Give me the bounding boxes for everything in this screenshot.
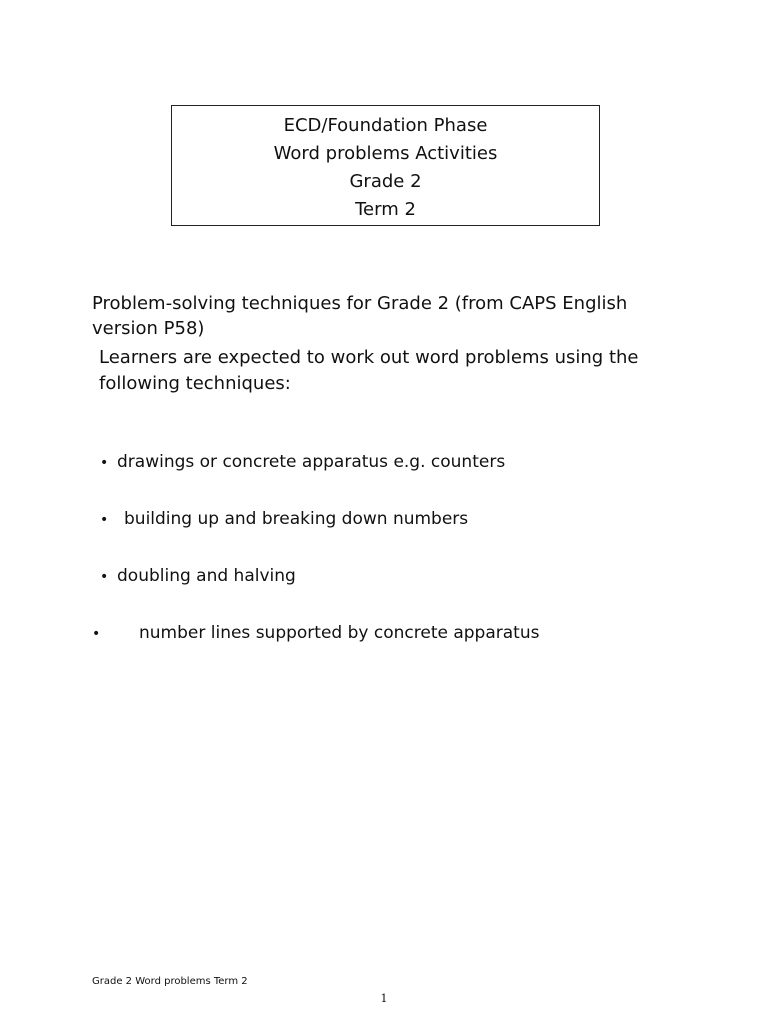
- bullet-marker: •: [100, 455, 109, 471]
- list-item-text: building up and breaking down numbers: [124, 509, 469, 529]
- list-item-text: doubling and halving: [117, 566, 296, 586]
- page-number: 1: [380, 992, 388, 1005]
- footer-text: Grade 2 Word problems Term 2: [92, 976, 248, 987]
- title-line-term: Term 2: [355, 199, 416, 220]
- section-heading: Problem-solving techniques for Grade 2 (from CAPS English version P58): [92, 293, 628, 339]
- intro-paragraph: Learners are expected to work out word problems using the following techniques:: [99, 347, 639, 394]
- title-box: [171, 105, 600, 226]
- bullet-marker: •: [100, 512, 109, 528]
- bullet-marker: •: [100, 569, 109, 585]
- list-item-text: drawings or concrete apparatus e.g. counters: [117, 452, 506, 472]
- list-item-text: number lines supported by concrete apparatus: [139, 623, 540, 643]
- title-line-activities: Word problems Activities: [273, 143, 498, 164]
- title-line-grade: Grade 2: [349, 171, 422, 192]
- title-line-phase: ECD/Foundation Phase: [283, 115, 488, 136]
- bullet-marker: •: [92, 626, 101, 642]
